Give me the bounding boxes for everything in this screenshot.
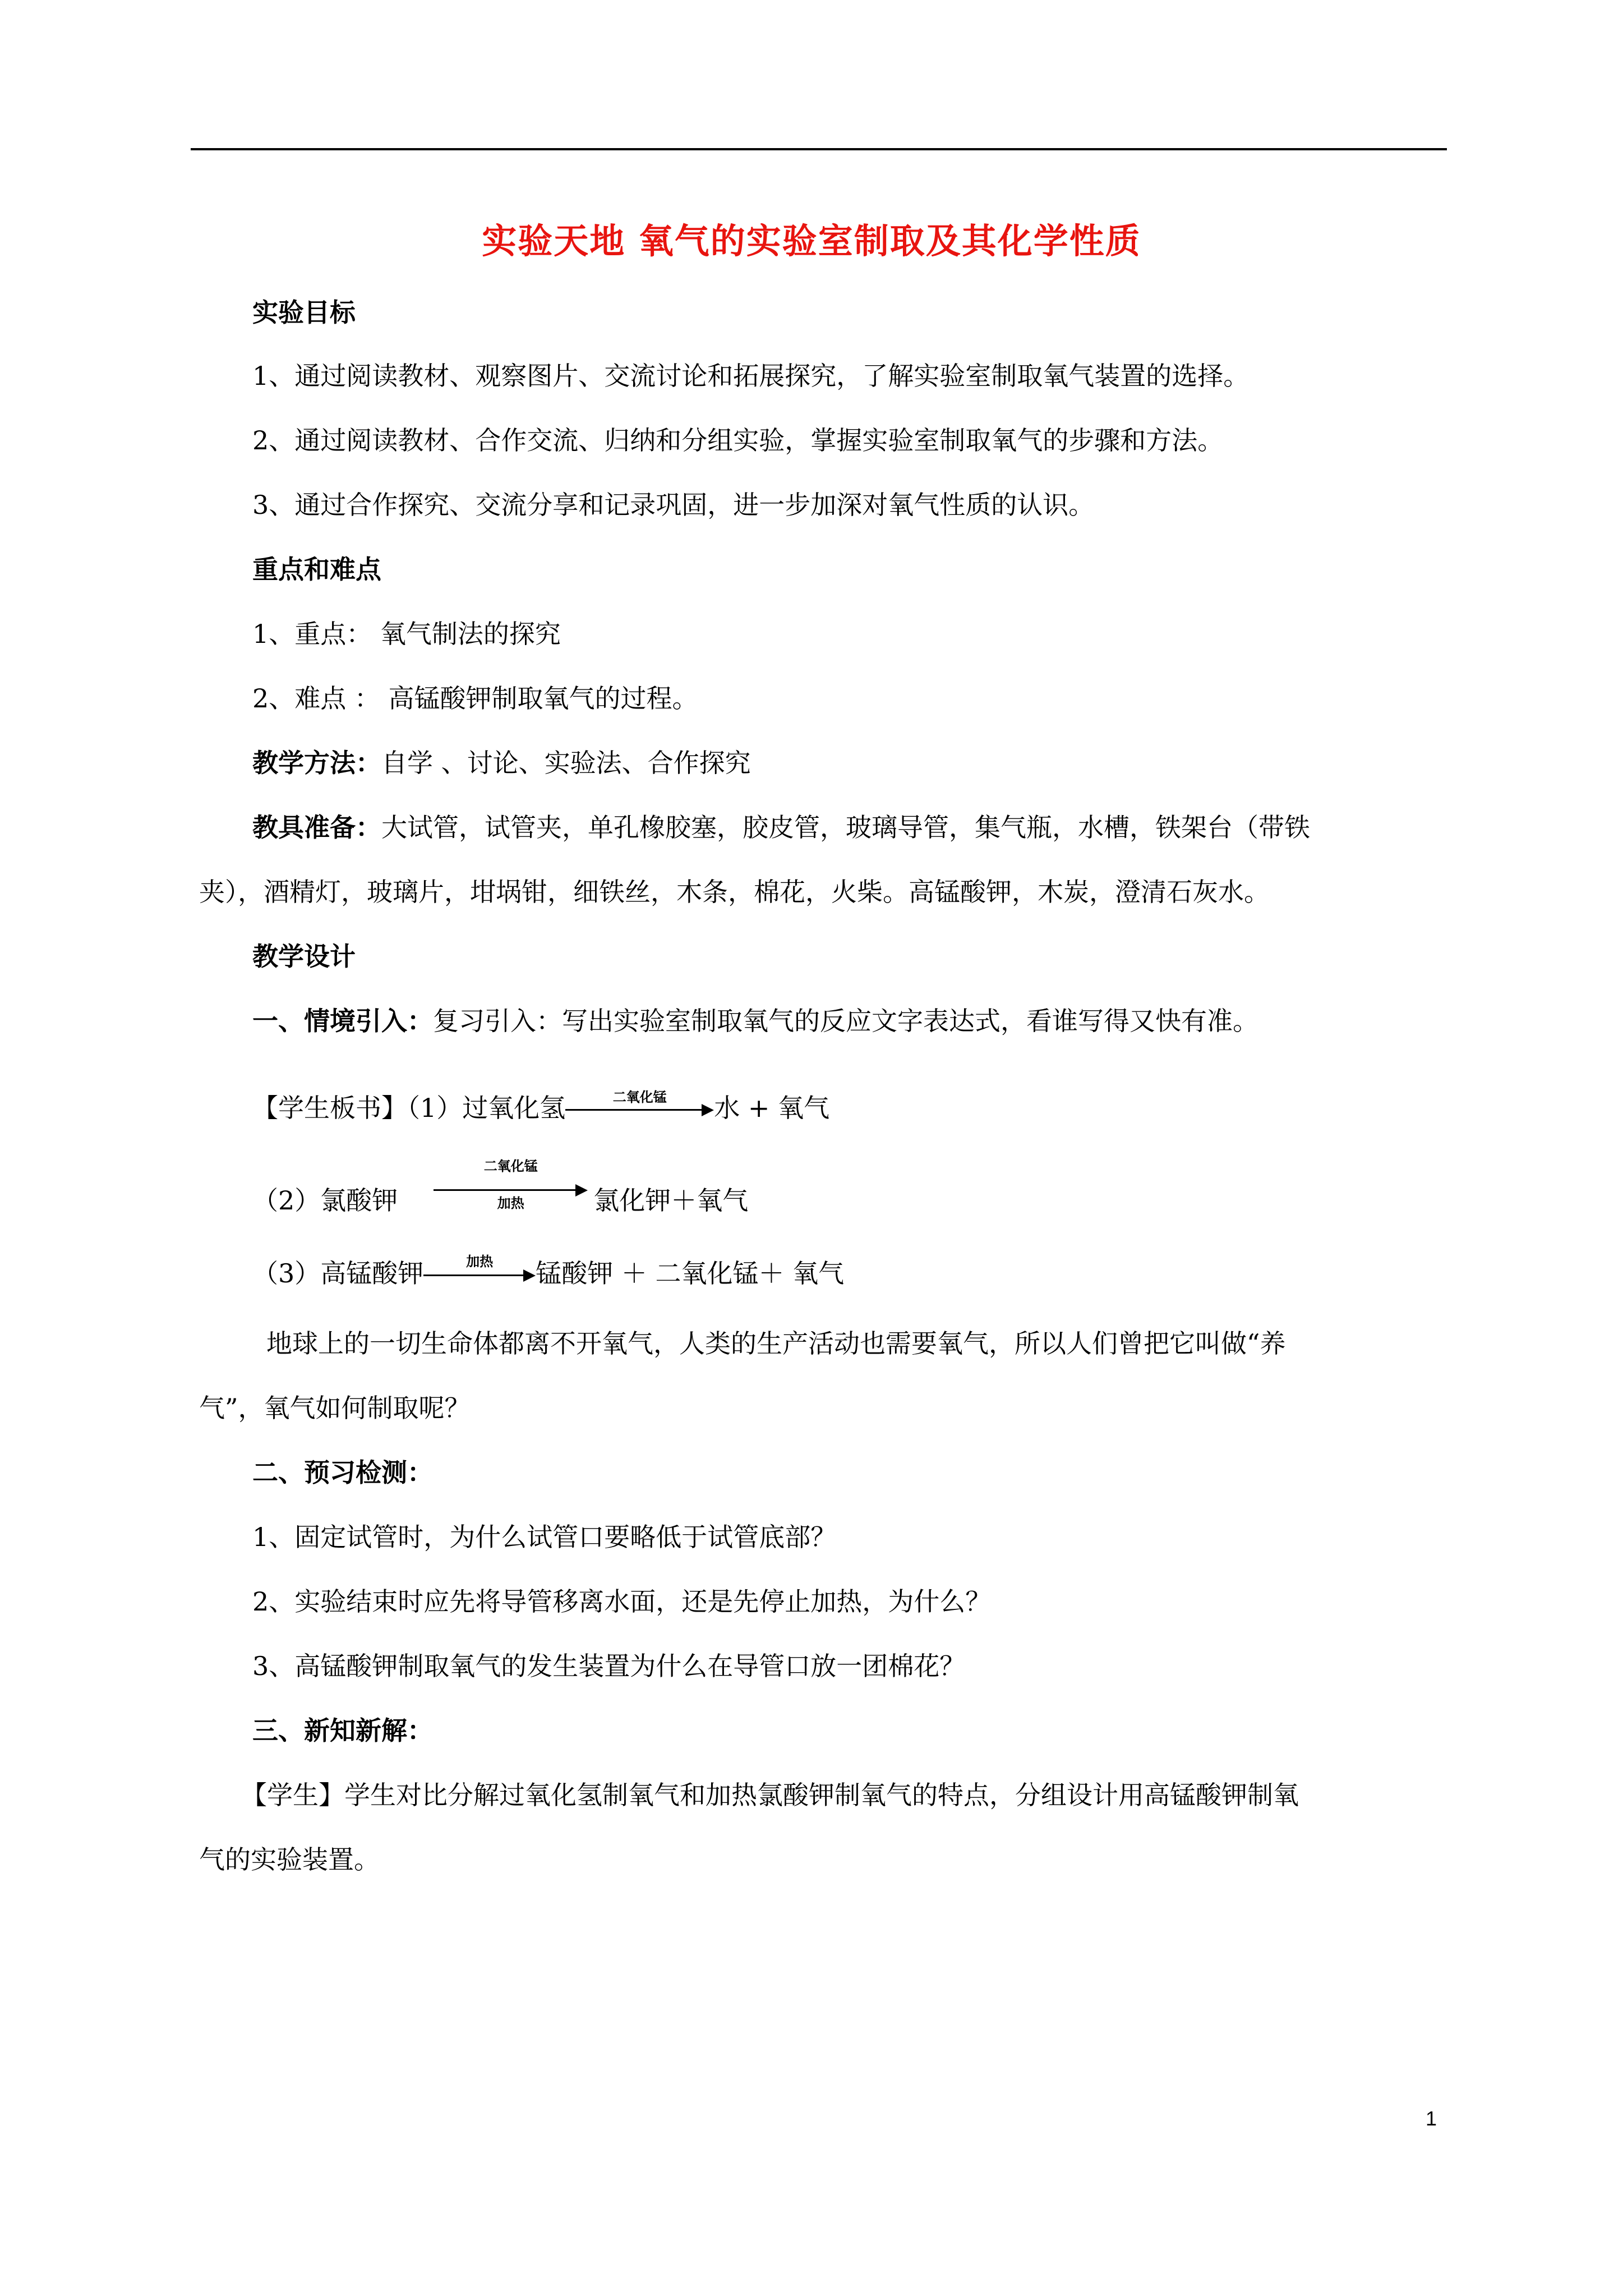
preview-item: 2、实验结束时应先将导管移离水面，还是先停止加热，为什么？ (252, 1586, 992, 1617)
intro-label: 一、情境引入： (252, 1006, 433, 1036)
reaction-2-products: 氯化钾＋氧气 (593, 1185, 749, 1216)
methods-text: 自学 、讨论、实验法、合作探究 (381, 748, 751, 778)
methods-line (252, 746, 751, 780)
equipment-line (252, 811, 1310, 844)
methods-label: 教学方法： (252, 748, 381, 778)
key-point-item: 1、重点： 氧气制法的探究 (252, 619, 561, 649)
reaction-1-products: 水 + 氧气 (714, 1093, 830, 1123)
intro-text: 复习引入：写出实验室制取氧气的反应文字表达式，看谁写得又快有准。 (433, 1006, 1258, 1036)
objectives-heading: 实验目标 (252, 297, 356, 328)
preview-item: 3、高锰酸钾制取氧气的发生装置为什么在导管口放一团棉花？ (252, 1651, 966, 1681)
preview-heading: 二、预习检测： (252, 1457, 433, 1488)
objective-item: 3、通过合作探究、交流分享和记录巩固，进一步加深对氧气性质的认识。 (252, 490, 1095, 520)
paragraph-line: 气的实验装置。 (199, 1844, 380, 1875)
document-title: 实验天地 氧气的实验室制取及其化学性质 (482, 220, 1141, 261)
paragraph-line: 【学生】学生对比分解过氧化氢制氧气和加热氯酸钾制氧气的特点，分组设计用高锰酸钾制氧 (241, 1780, 1299, 1810)
paragraph-line: 地球上的一切生命体都离不开氧气，人类的生产活动也需要氧气，所以人们曾把它叫做“养 (266, 1328, 1286, 1359)
page-number: 1 (1426, 2107, 1437, 2130)
arrow-condition: 加热 (466, 1254, 494, 1269)
equipment-line-continued: 夹），酒精灯，玻璃片，坩埚钳，细铁丝，木条，棉花，火柴。高锰酸钾，木炭，澄清石灰水。 (199, 877, 1270, 907)
intro-line (252, 1004, 1258, 1038)
key-point-item: 2、难点 ： 高锰酸钾制取氧气的过程。 (252, 683, 698, 714)
paragraph-line: 气”，氧气如何制取呢？ (199, 1393, 471, 1423)
reaction-1-reactant: 【学生板书】（1）过氧化氢 (252, 1093, 566, 1123)
objective-item: 1、通过阅读教材、观察图片、交流讨论和拓展探究，了解实验室制取氧气装置的选择。 (252, 361, 1249, 391)
reaction-2 (252, 1158, 749, 1220)
reaction-3 (252, 1254, 845, 1292)
reaction-3-products: 锰酸钾 ＋ 二氧化锰＋ 氧气 (536, 1258, 845, 1289)
arrow-condition-top: 二氧化锰 (483, 1158, 538, 1174)
new-knowledge-heading: 三、新知新解： (252, 1715, 433, 1746)
arrow-condition-bottom: 加热 (497, 1195, 524, 1211)
reaction-3-reactant: （3）高锰酸钾 (252, 1258, 424, 1289)
preview-item: 1、固定试管时，为什么试管口要略低于试管底部？ (252, 1522, 837, 1552)
design-heading: 教学设计 (252, 941, 356, 972)
equipment-text: 大试管，试管夹，单孔橡胶塞，胶皮管，玻璃导管，集气瓶，水槽，铁架台（带铁 (381, 812, 1310, 843)
header-rule (191, 148, 1447, 150)
equipment-label: 教具准备： (252, 812, 381, 843)
reaction-arrow (423, 1254, 536, 1292)
reaction-arrow (565, 1089, 714, 1127)
key-points-heading: 重点和难点 (252, 554, 381, 585)
reaction-2-reactant: （2）氯酸钾 (252, 1185, 398, 1216)
reaction-arrow (434, 1158, 588, 1211)
objective-item: 2、通过阅读教材、合作交流、归纳和分组实验，掌握实验室制取氧气的步骤和方法。 (252, 425, 1224, 455)
reaction-1 (252, 1091, 829, 1127)
arrow-condition: 二氧化锰 (612, 1089, 667, 1105)
